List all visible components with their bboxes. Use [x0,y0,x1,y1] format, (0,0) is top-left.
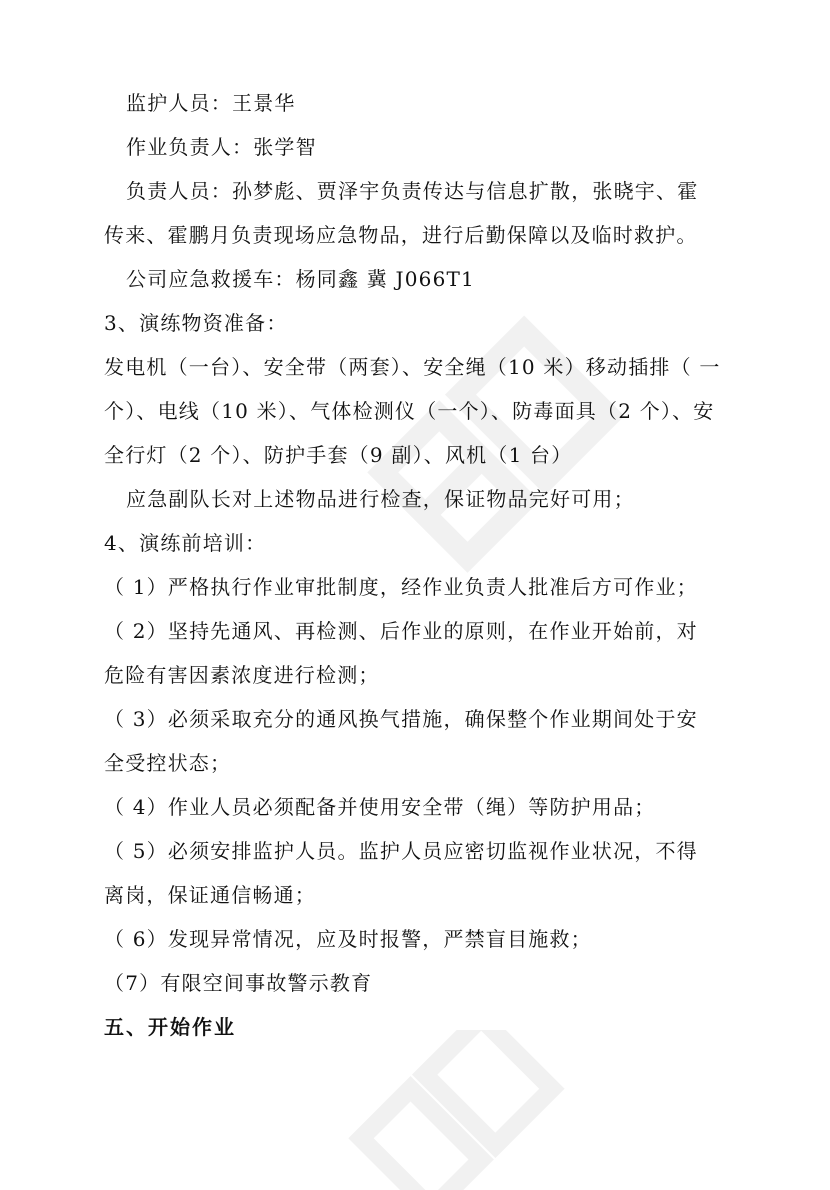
training-item-2-cont: 危险有害因素浓度进行检测； [104,663,380,687]
section-heading-start-work: 五、开始作业 [104,1015,236,1039]
watermark-logo [330,250,690,610]
training-item-5: （ 5）必须安排监护人员。监护人员应密切监视作业状况，不得 [104,839,698,863]
training-item-6: （ 6）发现异常情况，应及时报警，严禁盲目施救； [104,927,592,951]
text-line-materials-2: 个）、电线（10 米）、气体检测仪（一个）、防毒面具（2 个）、安 [104,399,715,423]
training-item-7: （7）有限空间事故警示教育 [104,971,373,995]
training-item-5-cont: 离岗，保证通信畅通； [104,883,316,907]
watermark-logo-bottom [330,1030,590,1190]
training-item-4: （ 4）作业人员必须配备并使用安全带（绳）等防护用品； [104,795,656,819]
text-line-materials-3: 全行灯（2 个）、防护手套（9 副）、风机（1 台） [104,443,573,467]
text-line-rescue-vehicle: 公司应急救援车：杨同鑫 冀 J066T1 [126,267,475,291]
text-line-inspection: 应急副队长对上述物品进行检查，保证物品完好可用； [126,487,635,511]
text-line-materials-1: 发电机（一台）、安全带（两套）、安全绳（10 米）移动插排（ 一 [104,355,721,379]
text-line-work-leader: 作业负责人：张学智 [126,135,317,159]
training-item-3-cont: 全受控状态； [104,751,232,775]
text-line-responsible-staff: 负责人员：孙梦彪、贾泽宇负责传达与信息扩散，张晓宇、霍 [126,179,699,203]
section-heading-training: 4、演练前培训： [104,531,267,555]
text-line-supervisor: 监护人员：王景华 [126,91,296,115]
text-line-responsible-staff-cont: 传来、霍鹏月负责现场应急物品，进行后勤保障以及临时救护。 [104,223,698,247]
training-item-1: （ 1）严格执行作业审批制度，经作业负责人批准后方可作业； [104,575,698,599]
training-item-3: （ 3）必须采取充分的通风换气措施，确保整个作业期间处于安 [104,707,698,731]
section-heading-materials: 3、演练物资准备： [104,311,288,335]
training-item-2: （ 2）坚持先通风、再检测、后作业的原则，在作业开始前，对 [104,619,698,643]
